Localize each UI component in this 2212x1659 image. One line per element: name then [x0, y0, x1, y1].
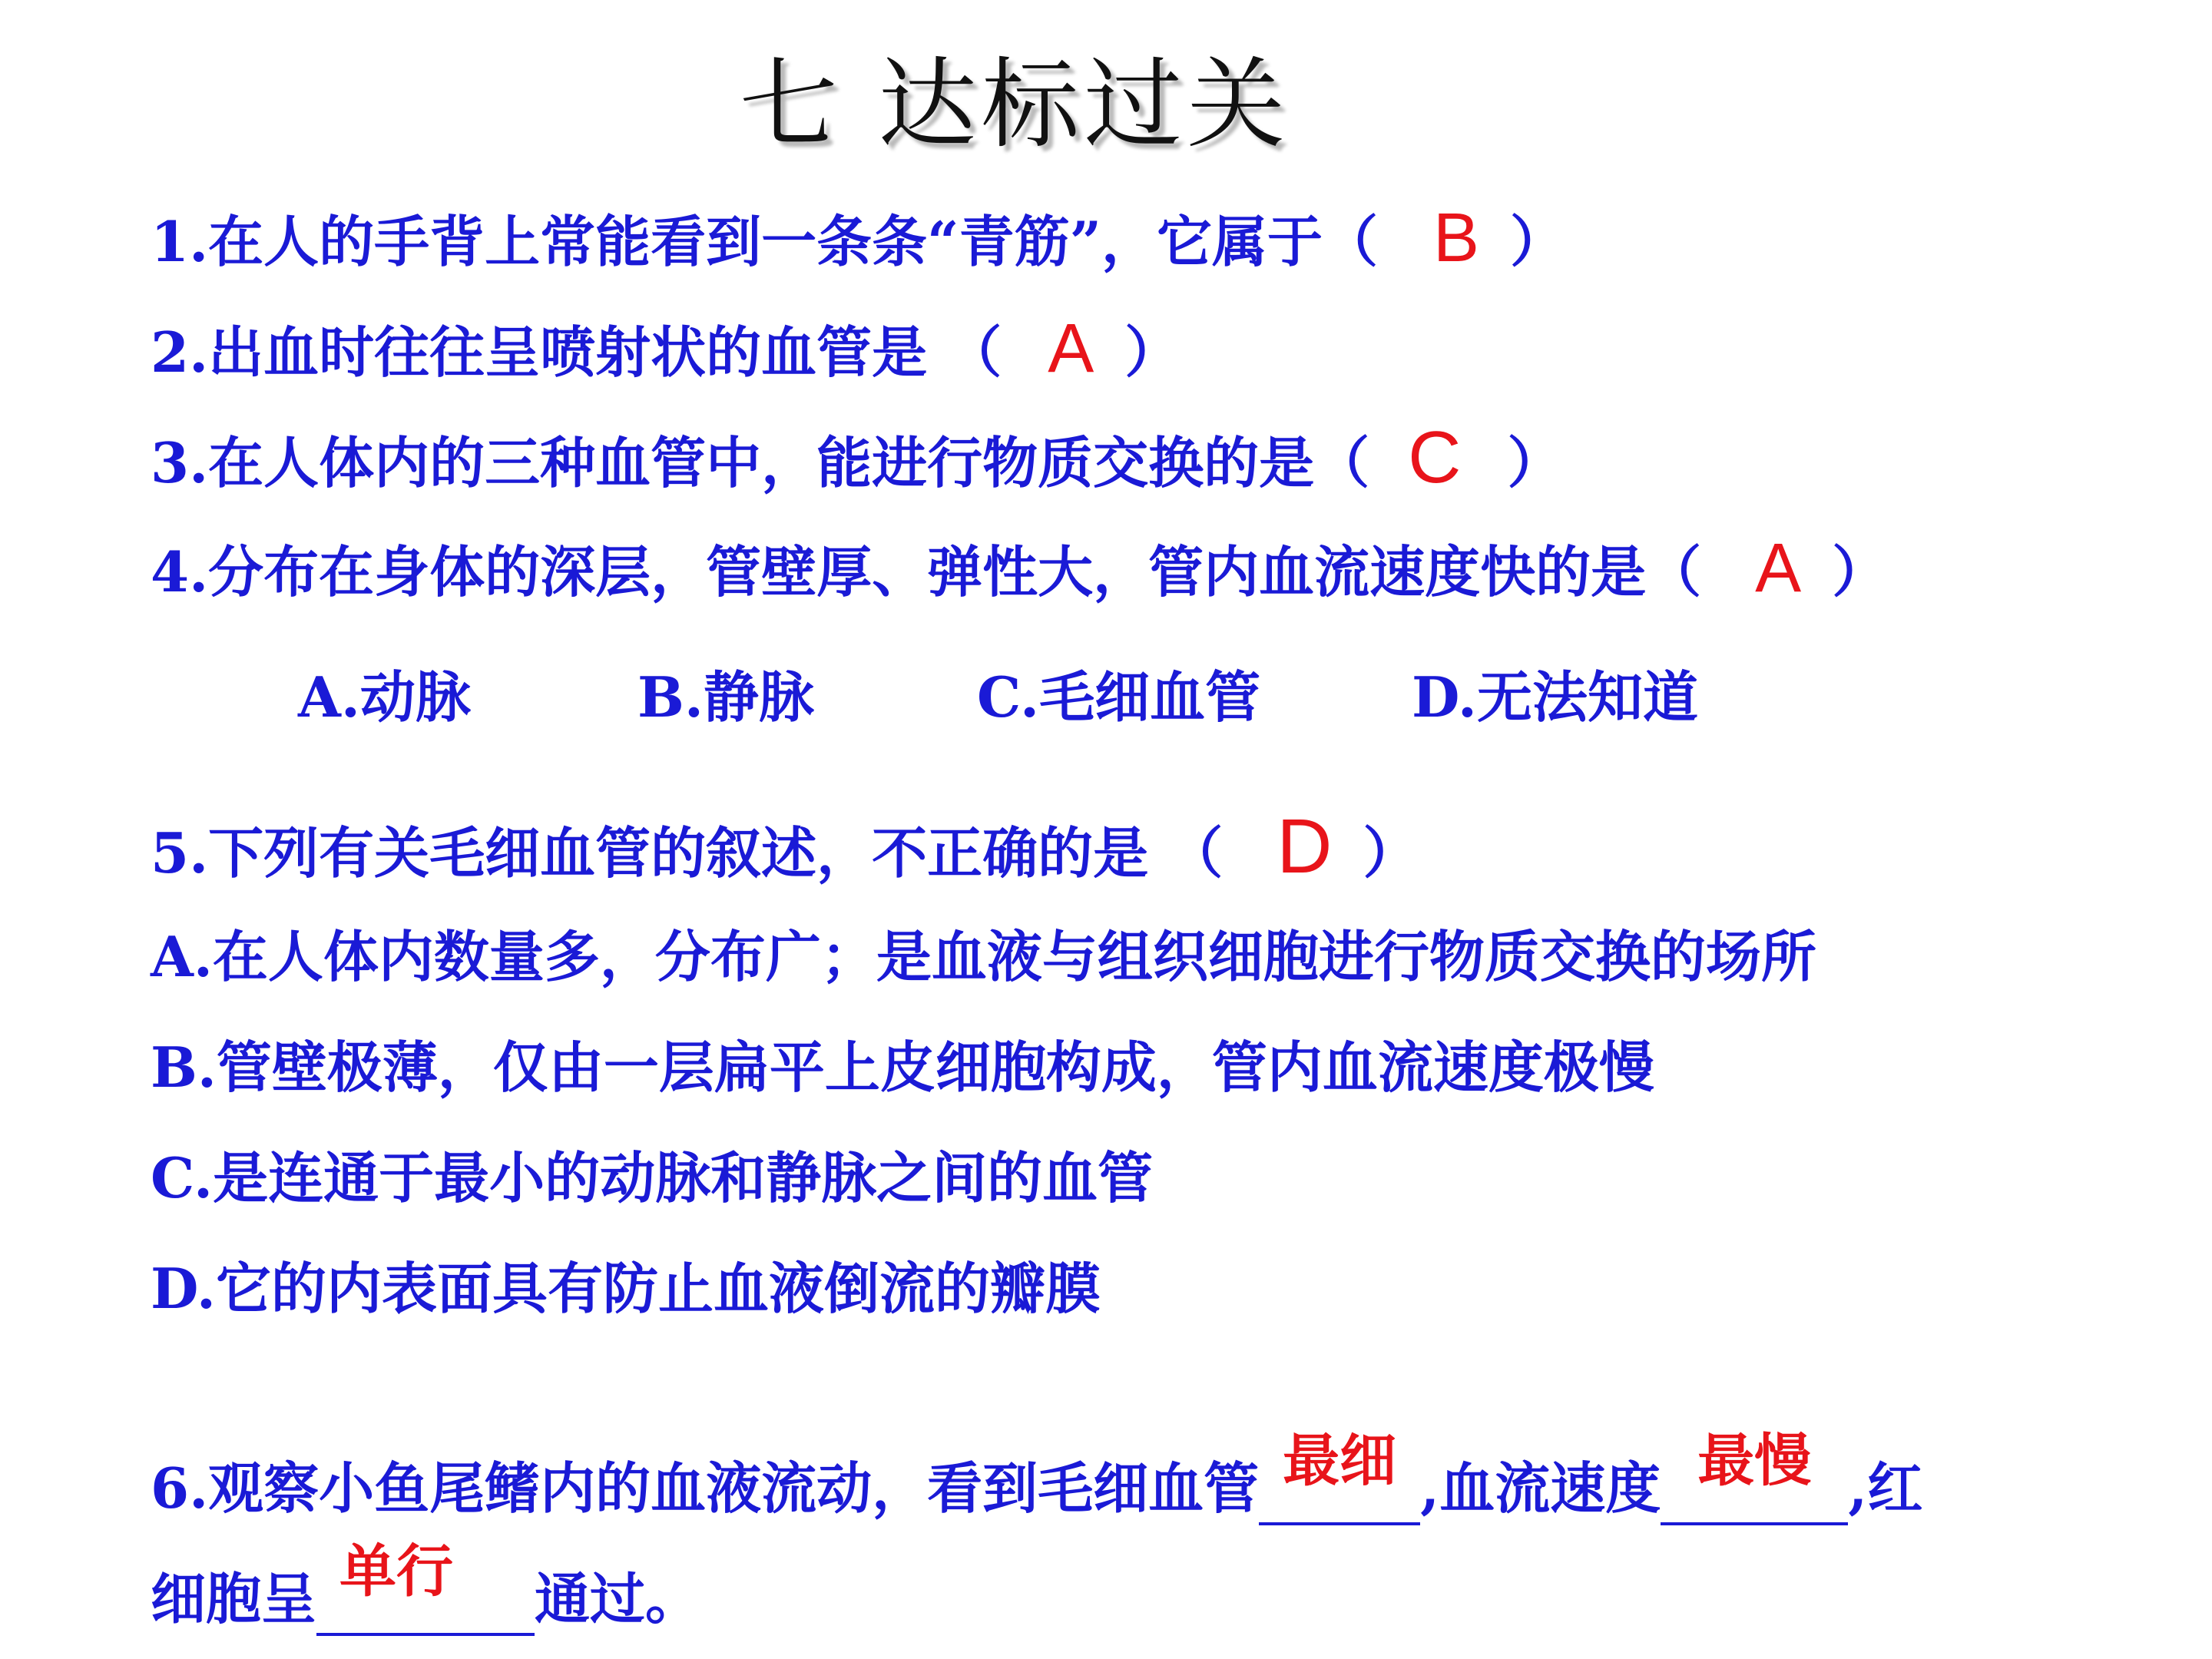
option-c: C.毛细血管 — [977, 664, 1261, 730]
question-2-close: ） — [1124, 320, 1181, 385]
question-6-part-2: ,血流速度 — [1420, 1455, 1661, 1521]
question-5-text: 5.下列有关毛细血管的叙述，不正确的是 （ — [151, 820, 1224, 886]
option-b: B.静脉 — [637, 664, 814, 730]
question-6-part-1: 6.观察小鱼尾鳍内的血液流动，看到毛细血管 — [151, 1455, 1260, 1521]
blank-1[interactable] — [1259, 1428, 1420, 1525]
question-5-close: ） — [1363, 820, 1419, 886]
page-title: 七 达标过关 — [739, 48, 1290, 162]
question-5-choice-c: C.是连通于最小的动脉和静脉之间的血管 — [151, 1145, 1154, 1210]
question-6-line-2 — [151, 1538, 701, 1636]
question-4 — [151, 531, 1887, 609]
question-2-text: 2.出血时往往呈喷射状的血管是 （ — [151, 320, 1002, 385]
option-a: A.动脉 — [298, 664, 471, 730]
blank-3[interactable] — [316, 1538, 535, 1636]
blank-3-answer: 单行 — [339, 1538, 454, 1604]
question-4-answer: A — [1755, 530, 1802, 607]
question-5-answer: D — [1277, 803, 1333, 889]
question-2-answer: A — [1048, 310, 1094, 387]
question-1-answer: B — [1433, 200, 1480, 276]
question-6-part-4: 细胞呈 — [151, 1566, 317, 1631]
blank-2-answer: 最慢 — [1697, 1428, 1812, 1494]
question-5-choice-d: D.它的内表面具有防止血液倒流的瓣膜 — [151, 1256, 1101, 1321]
question-1-close: ） — [1510, 209, 1566, 274]
question-5-choice-a: A.在人体内数量多，分布广；是血液与组织细胞进行物质交换的场所 — [151, 924, 1816, 989]
question-3-text: 3.在人体内的三种血管中，能进行物质交换的是（ — [151, 430, 1370, 495]
question-6-part-3: ,红 — [1848, 1455, 1923, 1521]
question-6-line-1 — [151, 1428, 1923, 1525]
question-4-text: 4.分布在身体的深层，管壁厚、弹性大，管内血流速度快的是（ — [151, 539, 1702, 604]
question-1-text: 1.在人的手背上常能看到一条条“青筋”，它属于（ — [151, 209, 1378, 274]
blank-2[interactable] — [1661, 1428, 1848, 1525]
question-5-choice-b: B.管壁极薄，仅由一层扁平上皮细胞构成，管内血流速度极慢 — [151, 1035, 1654, 1100]
question-4-close: ） — [1832, 539, 1888, 604]
question-5 — [151, 803, 1419, 890]
question-6-part-5: 通过。 — [535, 1566, 701, 1631]
question-1 — [151, 201, 1565, 279]
question-2 — [151, 312, 1180, 389]
question-3-answer: C — [1408, 416, 1462, 498]
blank-1-answer: 最细 — [1283, 1428, 1397, 1494]
question-3-close: ） — [1507, 430, 1563, 495]
option-d: D.无法知道 — [1412, 664, 1698, 730]
question-3 — [151, 416, 1563, 500]
